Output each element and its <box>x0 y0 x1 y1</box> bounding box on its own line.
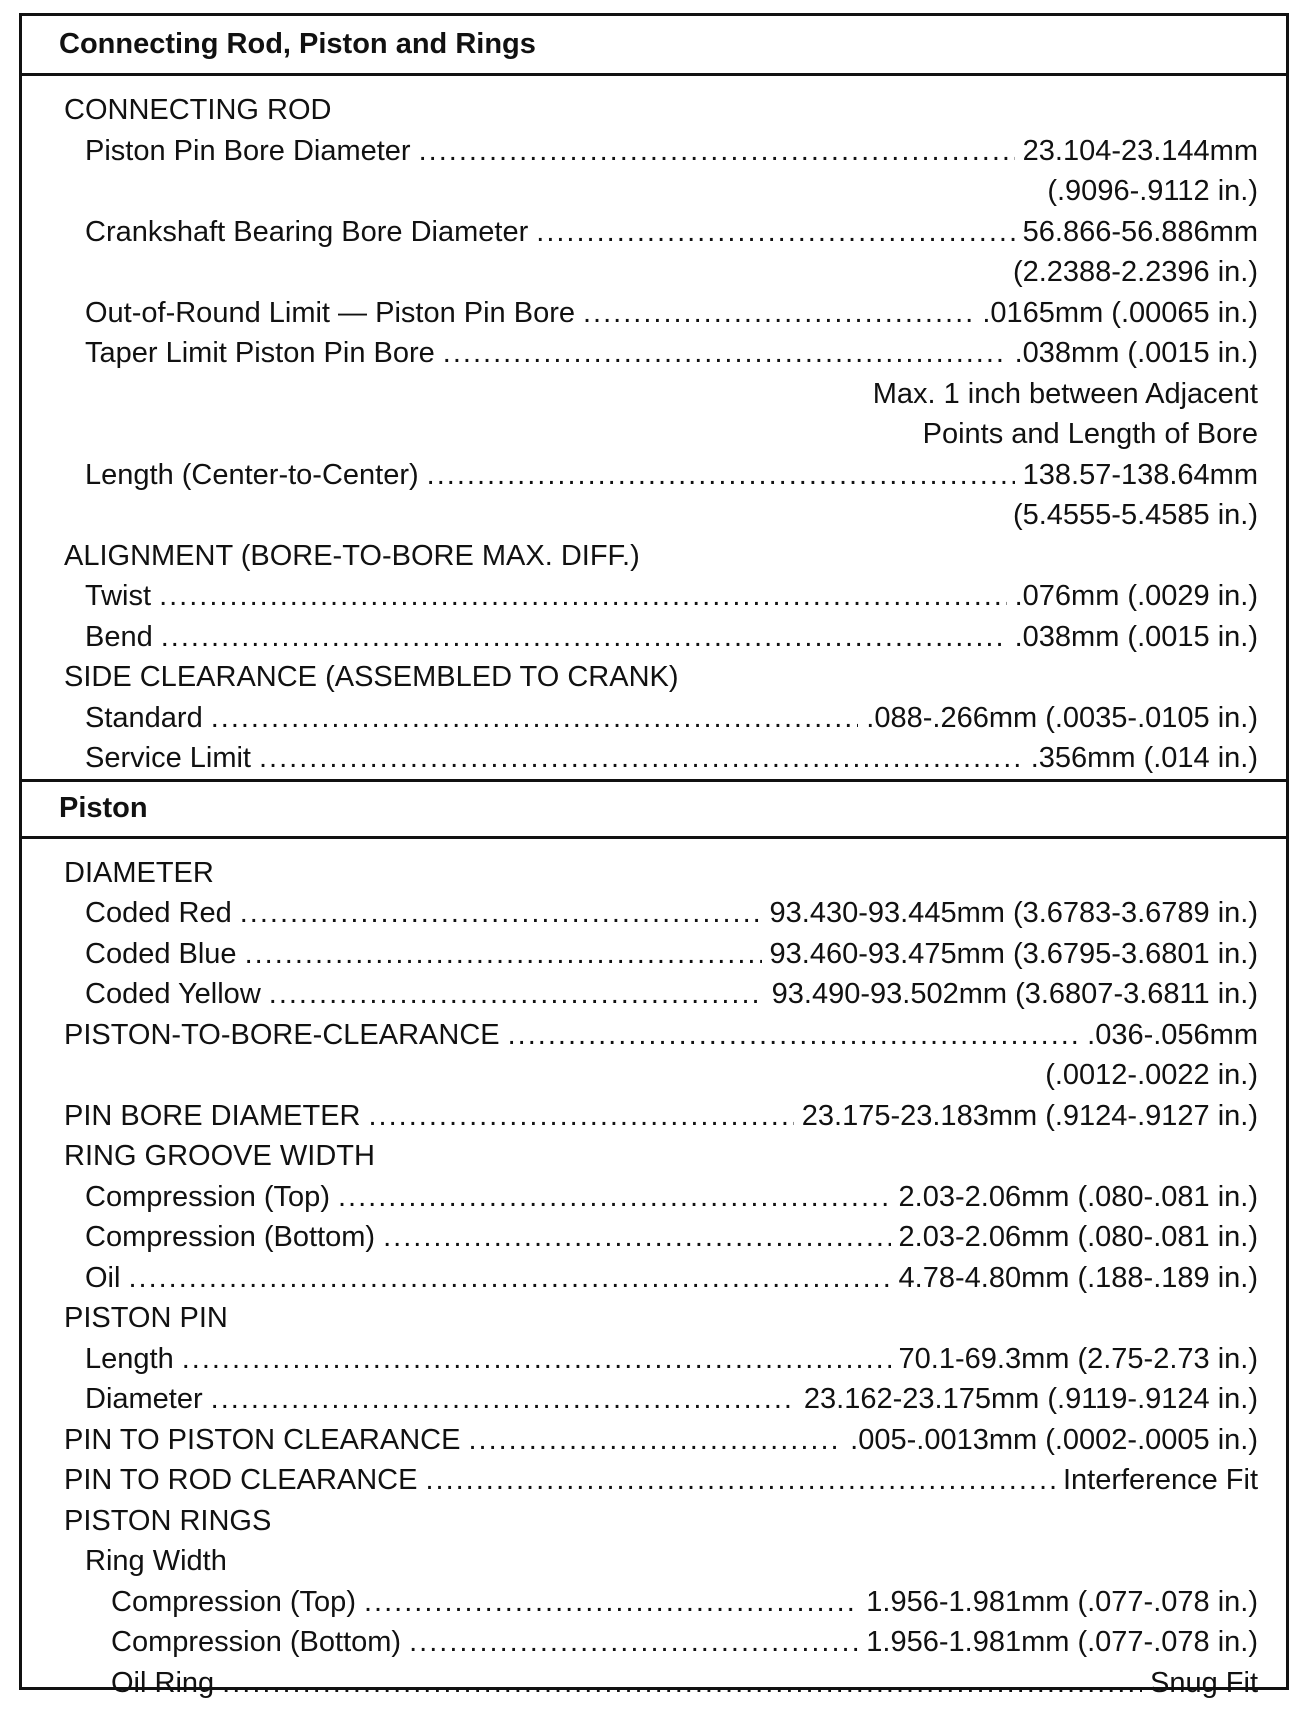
spec-row <box>22 1379 1258 1420</box>
spec-label: PISTON PIN <box>64 1302 228 1334</box>
spec-heading <box>22 1501 1258 1542</box>
dot-leader <box>259 738 1023 779</box>
spec-label: Compression (Bottom) <box>111 1626 402 1658</box>
spec-label: Coded Blue <box>85 937 237 970</box>
spec-value: .005-.0013mm (.0002-.0005 in.) <box>850 1423 1258 1456</box>
spec-value: 1.956-1.981mm (.077-.078 in.) <box>866 1585 1258 1618</box>
spec-value: .088-.266mm (.0035-.0105 in.) <box>866 701 1258 734</box>
section-title-connecting-rod: Connecting Rod, Piston and Rings <box>22 16 1286 76</box>
spec-value: 23.104-23.144mm <box>1022 134 1258 167</box>
spec-heading <box>22 853 1258 894</box>
spec-label: PISTON RINGS <box>64 1504 272 1537</box>
spec-value: (.9096-.9112 in.) <box>1047 175 1258 207</box>
spec-continuation <box>22 1055 1258 1096</box>
spec-value: Max. 1 inch between Adjacent <box>872 377 1258 410</box>
spec-label: Oil <box>85 1261 121 1294</box>
spec-value: (5.4555-5.4585 in.) <box>1012 499 1258 531</box>
spec-continuation <box>22 171 1258 212</box>
dot-leader <box>182 1339 891 1380</box>
spec-continuation <box>22 414 1258 455</box>
spec-value: 2.03-2.06mm (.080-.081 in.) <box>898 1221 1258 1253</box>
spec-label: ALIGNMENT (BORE-TO-BORE MAX. DIFF.) <box>64 539 640 572</box>
spec-value: .036-.056mm <box>1087 1018 1258 1051</box>
spec-row <box>22 333 1258 374</box>
spec-value: 93.490-93.502mm (3.6807-3.6811 in.) <box>771 978 1258 1010</box>
dot-leader <box>161 617 1007 658</box>
spec-value: Interference Fit <box>1062 1464 1258 1496</box>
spec-label: Compression (Bottom) <box>85 1221 376 1253</box>
spec-value: 93.430-93.445mm (3.6783-3.6789 in.) <box>769 897 1258 929</box>
spec-value: 23.162-23.175mm (.9119-.9124 in.) <box>803 1383 1258 1415</box>
spec-row <box>22 1177 1258 1218</box>
spec-label: Compression (Top) <box>111 1585 356 1618</box>
spec-label: Length (Center-to-Center) <box>85 458 419 491</box>
spec-value: 4.78-4.80mm (.188-.189 in.) <box>898 1261 1258 1294</box>
spec-label: DIAMETER <box>64 856 214 889</box>
spec-heading <box>22 1136 1258 1177</box>
spec-row <box>22 934 1258 975</box>
spec-row <box>22 893 1258 934</box>
spec-label: CONNECTING ROD <box>64 94 332 126</box>
spec-heading <box>22 90 1258 131</box>
dot-leader <box>468 1420 842 1461</box>
spec-label: Crankshaft Bearing Bore Diameter <box>85 215 529 248</box>
spec-row <box>22 576 1258 617</box>
spec-value: (2.2388-2.2396 in.) <box>1012 256 1258 288</box>
spec-row <box>22 1258 1258 1299</box>
spec-value: Snug Fit <box>1150 1666 1258 1699</box>
spec-label: Oil Ring <box>111 1666 215 1699</box>
spec-label: PIN BORE DIAMETER <box>64 1099 361 1132</box>
section-title-piston: Piston <box>22 779 1286 839</box>
spec-row <box>22 1582 1258 1623</box>
spec-row <box>22 1460 1258 1501</box>
dot-leader <box>427 455 1015 496</box>
spec-sheet <box>19 13 1289 1699</box>
spec-value: 23.175-23.183mm (.9124-.9127 in.) <box>801 1099 1258 1132</box>
dot-leader <box>583 293 974 334</box>
spec-label: RING GROOVE WIDTH <box>64 1140 375 1172</box>
spec-row <box>22 1015 1258 1056</box>
spec-row <box>22 1217 1258 1258</box>
spec-label: PISTON-TO-BORE-CLEARANCE <box>64 1018 500 1051</box>
spec-value: 138.57-138.64mm <box>1022 458 1258 491</box>
dot-leader <box>211 698 859 739</box>
spec-label: Out-of-Round Limit — Piston Pin Bore <box>85 296 575 329</box>
spec-row <box>22 698 1258 739</box>
dot-leader <box>409 1622 858 1663</box>
spec-label: Standard <box>85 701 203 734</box>
spec-row <box>22 1622 1258 1663</box>
spec-heading <box>22 657 1258 698</box>
spec-row <box>22 1663 1258 1704</box>
spec-heading <box>22 536 1258 577</box>
spec-value: .038mm (.0015 in.) <box>1014 620 1258 653</box>
dot-leader <box>211 1379 796 1420</box>
dot-leader <box>508 1015 1080 1056</box>
dot-leader <box>383 1217 890 1258</box>
spec-value: Points and Length of Bore <box>922 418 1258 450</box>
dot-leader <box>338 1177 891 1218</box>
dot-leader <box>369 1096 794 1137</box>
spec-continuation <box>22 374 1258 415</box>
spec-label: Length <box>85 1342 174 1375</box>
spec-row <box>22 293 1258 334</box>
spec-row <box>22 1096 1258 1137</box>
spec-row <box>22 738 1258 779</box>
spec-row <box>22 617 1258 658</box>
spec-row <box>22 212 1258 253</box>
spec-value: 2.03-2.06mm (.080-.081 in.) <box>898 1180 1258 1213</box>
spec-label: PIN TO PISTON CLEARANCE <box>64 1423 461 1456</box>
spec-label: Bend <box>85 620 153 653</box>
spec-label: Ring Width <box>85 1545 227 1577</box>
dot-leader <box>222 1663 1142 1704</box>
spec-value: .038mm (.0015 in.) <box>1014 337 1258 369</box>
spec-row <box>22 455 1258 496</box>
section-body-connecting-rod <box>22 76 1286 779</box>
spec-value: (.0012-.0022 in.) <box>1045 1059 1258 1091</box>
dot-leader <box>240 893 762 934</box>
spec-value: .356mm (.014 in.) <box>1030 742 1258 774</box>
spec-label: Taper Limit Piston Pin Bore <box>85 337 435 369</box>
dot-leader <box>269 974 764 1015</box>
spec-row <box>22 1339 1258 1380</box>
dot-leader <box>128 1258 890 1299</box>
spec-value: 70.1-69.3mm (2.75-2.73 in.) <box>898 1342 1258 1375</box>
dot-leader <box>245 934 762 975</box>
spec-row <box>22 131 1258 172</box>
spec-label: PIN TO ROD CLEARANCE <box>64 1464 418 1496</box>
spec-label: Diameter <box>85 1383 203 1415</box>
spec-label: Coded Red <box>85 897 232 929</box>
spec-label: Piston Pin Bore Diameter <box>85 134 411 167</box>
spec-heading <box>22 1298 1258 1339</box>
spec-row <box>22 974 1258 1015</box>
dot-leader <box>443 333 1007 374</box>
spec-continuation <box>22 252 1258 293</box>
spec-value: .076mm (.0029 in.) <box>1014 580 1258 612</box>
section-body-piston <box>22 839 1286 1704</box>
dot-leader <box>159 576 1007 617</box>
spec-value: 56.866-56.886mm <box>1022 215 1258 248</box>
dot-leader <box>364 1582 858 1623</box>
dot-leader <box>536 212 1014 253</box>
spec-label: Compression (Top) <box>85 1180 330 1213</box>
spec-label: Service Limit <box>85 742 251 774</box>
spec-label: Coded Yellow <box>85 978 261 1010</box>
dot-leader <box>419 131 1015 172</box>
spec-value: 1.956-1.981mm (.077-.078 in.) <box>866 1626 1258 1658</box>
spec-value: .0165mm (.00065 in.) <box>982 296 1258 329</box>
spec-value: 93.460-93.475mm (3.6795-3.6801 in.) <box>769 937 1258 970</box>
spec-heading <box>22 1541 1258 1582</box>
spec-row <box>22 1420 1258 1461</box>
dot-leader <box>425 1460 1055 1501</box>
spec-label: SIDE CLEARANCE (ASSEMBLED TO CRANK) <box>64 661 679 693</box>
spec-label: Twist <box>85 580 152 612</box>
spec-continuation <box>22 495 1258 536</box>
